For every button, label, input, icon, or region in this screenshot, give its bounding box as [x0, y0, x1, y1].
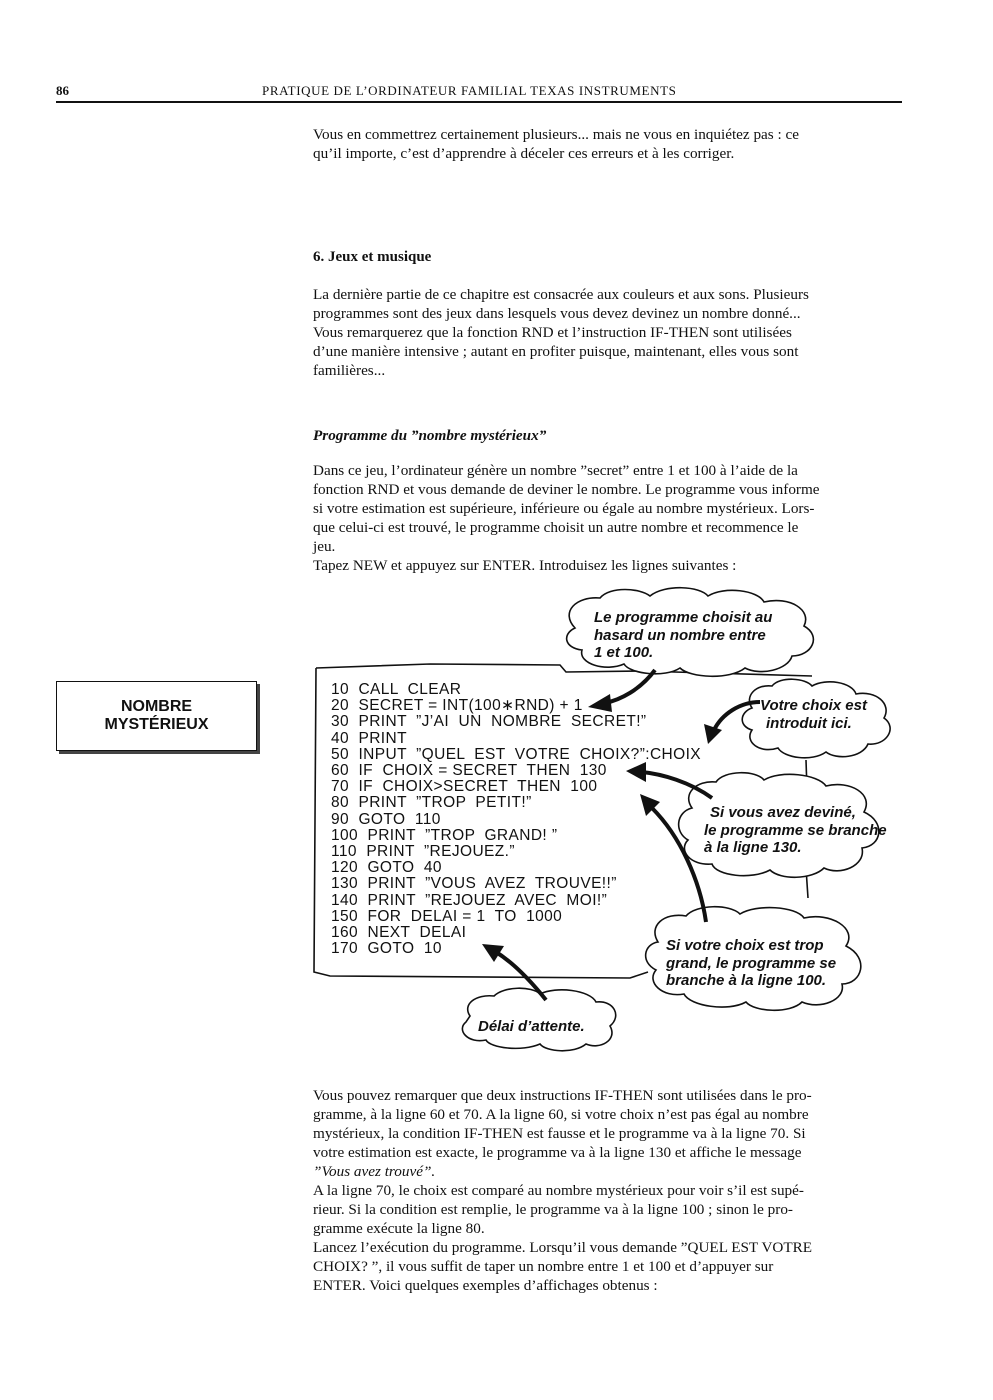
program-title: Programme du ”nombre mystérieux”: [313, 427, 547, 444]
code-line: 170 GOTO 10: [331, 940, 442, 958]
text-line: gramme, à la ligne 60 et 70. A la ligne 60, si votre choix n’est pas égal au nombre: [313, 1106, 809, 1123]
code-line: 110 PRINT ”REJOUEZ.”: [331, 843, 515, 861]
sidebar-line: MYSTÉRIEUX: [104, 716, 209, 733]
code-line: 80 PRINT ”TROP PETIT!”: [331, 794, 532, 812]
text-line: familières...: [313, 362, 386, 379]
callout-too-big: [666, 937, 836, 990]
arrow-head-icon: [704, 724, 722, 744]
text-line: votre estimation est exacte, le programme va à la ligne 130 et affiche le message: [313, 1144, 802, 1161]
text-line: Tapez NEW et appuyez sur ENTER. Introduisez les lignes suivantes :: [313, 557, 737, 574]
text-line: Vous remarquerez que la fonction RND et l’instruction IF-THEN sont utilisées: [313, 324, 792, 341]
code-line: 120 GOTO 40: [331, 859, 442, 877]
code-line: 130 PRINT ”VOUS AVEZ TROUVE!!”: [331, 875, 617, 893]
callout-line: à la ligne 130.: [704, 839, 802, 856]
code-line: 100 PRINT ”TROP GRAND! ”: [331, 826, 558, 844]
text-line: qu’il importe, c’est d’apprendre à déceler ces erreurs et à les corriger.: [313, 145, 735, 162]
code-line: 90 GOTO 110: [331, 810, 441, 828]
text-line: ”Vous avez trouvé”.: [313, 1163, 436, 1180]
callout-line: Si vous avez deviné,: [710, 804, 856, 821]
callout-input: [760, 697, 867, 732]
basic-code-listing: [331, 682, 701, 957]
code-line: 140 PRINT ”REJOUEZ AVEC MOI!”: [331, 891, 608, 909]
callout-line: Votre choix est: [760, 697, 867, 714]
callout-delay: [478, 1018, 585, 1036]
callout-guessed: [704, 804, 887, 857]
text-line: CHOIX? ”, il vous suffit de taper un nombre entre 1 et 100 et d’appuyer sur: [313, 1258, 774, 1275]
text-line: jeu.: [313, 538, 336, 555]
callout-line: Le programme choisit au: [594, 609, 773, 626]
text-line: que celui-ci est trouvé, le programme choisit un autre nombre et recommence le: [313, 519, 799, 536]
code-line: 10 CALL CLEAR: [331, 681, 462, 698]
code-line: 150 FOR DELAI = 1 TO 1000: [331, 907, 563, 925]
code-line: 160 NEXT DELAI: [331, 924, 467, 942]
code-line: 20 SECRET = INT(100∗RND) + 1: [331, 697, 583, 715]
text-line: Lancez l’exécution du programme. Lorsqu’il vous demande ”QUEL EST VOTRE: [313, 1239, 813, 1256]
text-line: La dernière partie de ce chapitre est consacrée aux couleurs et aux sons. Plusieurs: [313, 286, 809, 303]
text-line: Vous en commettrez certainement plusieurs... mais ne vous en inquiétez pas : ce: [313, 126, 799, 143]
callout-random: [594, 609, 772, 662]
text-line: fonction RND et vous demande de deviner le nombre. Le programme vous informe: [313, 481, 820, 498]
text-line: ENTER. Voici quelques exemples d’affichages obtenus :: [313, 1277, 658, 1294]
callout-line: Délai d’attente.: [478, 1018, 585, 1035]
page-number: 86: [56, 83, 69, 98]
text-line: d’une manière intensive ; autant en profiter puisque, maintenant, elles vous sont: [313, 343, 799, 360]
callout-line: Si votre choix est trop: [666, 937, 824, 954]
text-line: gramme exécute la ligne 80.: [313, 1220, 485, 1237]
text-line: rieur. Si la condition est remplie, le programme va à la ligne 100 ; sinon le pro-: [313, 1201, 793, 1218]
explanation-paragraph: [313, 1086, 902, 1295]
code-line: 50 INPUT ”QUEL EST VOTRE CHOIX?”:CHOIX: [331, 745, 702, 763]
code-line: 70 IF CHOIX>SECRET THEN 100: [331, 778, 598, 796]
callout-line: grand, le programme se: [666, 954, 837, 972]
callout-line: branche à la ligne 100.: [666, 972, 827, 989]
callout-line: hasard un nombre entre: [594, 626, 766, 644]
section-title: 6. Jeux et musique: [313, 249, 432, 265]
callout-line: le programme se branche: [704, 821, 887, 839]
code-line: 30 PRINT ”J’AI UN NOMBRE SECRET!”: [331, 713, 647, 731]
running-title: PRATIQUE DE L’ORDINATEUR FAMILIAL TEXAS INSTRUMENTS: [262, 83, 677, 98]
callout-line: 1 et 100.: [594, 644, 654, 661]
callout-line: introduit ici.: [766, 714, 852, 732]
code-line: 40 PRINT: [331, 729, 407, 747]
text-line: programmes sont des jeux dans lesquels vous devez devinez un nombre donné...: [313, 305, 801, 322]
text-line: si votre estimation est supérieure, inférieure ou égale au nombre mystérieux. Lors-: [313, 500, 815, 517]
text-line: Dans ce jeu, l’ordinateur génère un nombre ”secret” entre 1 et 100 à l’aide de la: [313, 462, 798, 479]
text-line: mystérieux, la condition IF-THEN est fausse et le programme va à la ligne 70. Si: [313, 1125, 806, 1142]
text-line: A la ligne 70, le choix est comparé au nombre mystérieux pour voir s’il est supé-: [313, 1182, 804, 1199]
text-line: Vous pouvez remarquer que deux instructions IF-THEN sont utilisées dans le pro-: [313, 1087, 812, 1104]
sidebar-line: NOMBRE: [120, 698, 193, 715]
code-line: 60 IF CHOIX = SECRET THEN 130: [331, 762, 607, 780]
